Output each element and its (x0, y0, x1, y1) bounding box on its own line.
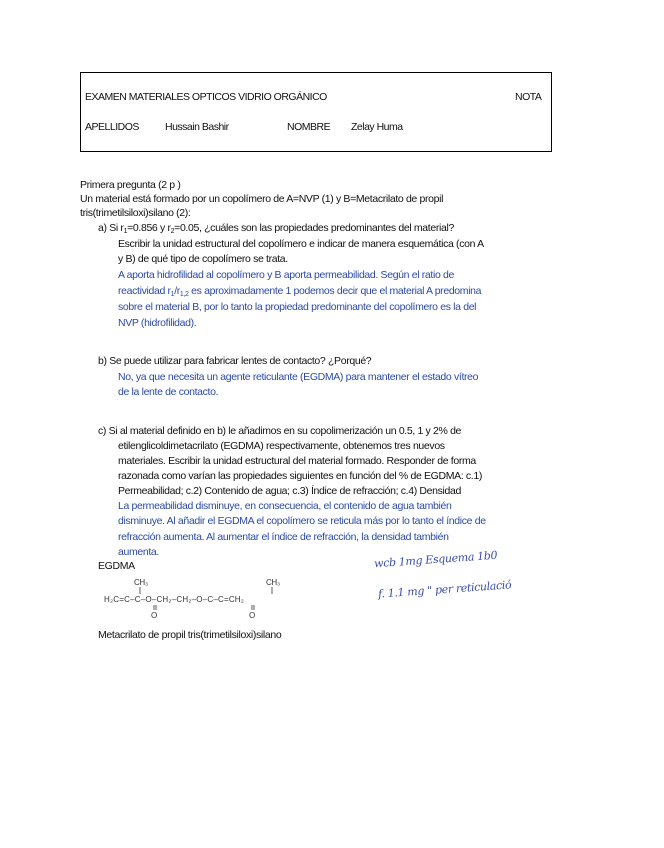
oxygen-left-label: O (151, 611, 157, 620)
part-c-line4: razonada como varían las propiedades siguientes en función del % de EGDMA: c.1) (118, 470, 482, 482)
question-intro-line1: Un material está formado por un copolímero de A=NVP (1) y B=Metacrilato de propil (80, 193, 444, 205)
ch3-right-label: CH₃ (266, 578, 280, 587)
part-c-answer-line1: La permeabilidad disminuye, en consecuencia, el contenido de agua también (118, 500, 452, 512)
handwritten-note-line1: wcb 1mg Esquema 1b0 (373, 548, 498, 571)
metacrilato-label: Metacrilato de propil tris(trimetilsiloxi)silano (98, 629, 282, 641)
part-a-answer-line1: A aporta hidrofilidad al copolímero y B aporta permeabilidad. Según el ratio de (118, 269, 454, 281)
part-c-line5: Permeabilidad; c.2) Contenido de agua; c.3) Índice de refracción; c.4) Densidad (118, 485, 461, 497)
apellidos-label: APELLIDOS (85, 121, 139, 133)
part-c-line3: materiales. Escribir la unidad estructural del material formado. Responder de forma (118, 455, 476, 467)
part-b-answer-line2: de la lente de contacto. (118, 386, 219, 398)
egdma-label: EGDMA (98, 560, 135, 572)
part-c-line1: c) Si al material definido en b) le añadimos en su copolimerización un 0.5, 1 y 2% de (98, 425, 462, 437)
nota-label: NOTA (515, 91, 542, 103)
part-b-answer-line1: No, ya que necesita un agente reticulante (EGDMA) para mantener el estado vítreo (118, 371, 479, 383)
oxygen-right-label: O (249, 611, 255, 620)
nombre-label: NOMBRE (287, 121, 331, 133)
ch3-left-label: CH₃ (134, 578, 148, 587)
egdma-chain-label: H₂C=C–C–O–CH₂–CH₂–O–C–C=CH₂ (104, 595, 245, 604)
part-a-answer-line4: NVP (hidrofilidad). (118, 317, 197, 329)
part-b-question: b) Se puede utilizar para fabricar lentes de contacto? ¿Porqué? (98, 355, 372, 367)
part-a-line2: Escribir la unidad estructural del copolímero e indicar de manera esquemática (con A (118, 238, 484, 250)
part-c-answer-line4: aumenta. (118, 546, 159, 558)
handwritten-note-line2: f. 1.1 mg " per reticulació (377, 578, 512, 601)
nombre-value: Zelay Huma (351, 121, 403, 133)
part-c-line2: etilenglicoldimetacrilato (EGDMA) respectivamente, obtenemos tres nuevos (118, 440, 445, 452)
header-box (80, 72, 552, 152)
egdma-structure-diagram (100, 574, 310, 620)
part-a-question: a) Si $r_1=0.856$ y $r_2=0.05$, ¿cuáles son las propiedades predominantes del material? (98, 222, 454, 235)
part-c-answer-line2: disminuye. Al añadir el EGDMA el copolímero se reticula más por lo tanto el índice de (118, 515, 486, 527)
part-c-answer-line3: refracción aumenta. Al aumentar el índice de refracción, la densidad también (118, 531, 449, 543)
question-title: Primera pregunta (2 p ) (80, 179, 181, 191)
part-a-line3: y B) de qué tipo de copolímero se trata. (118, 253, 288, 265)
part-a-answer-line2: reactividad $r_1/r_{1,2}$ es aproximadamente 1 podemos decir que el material A predomina (118, 285, 482, 298)
question-intro-line2: tris(trimetilsiloxi)silano (2): (80, 207, 191, 219)
apellidos-value: Hussain Bashir (165, 121, 229, 133)
exam-title: EXAMEN MATERIALES OPTICOS VIDRIO ORGÁNICO (85, 91, 327, 103)
part-a-answer-line3: sobre el material B, por lo tanto la propiedad predominante del copolímero es la del (118, 301, 477, 313)
